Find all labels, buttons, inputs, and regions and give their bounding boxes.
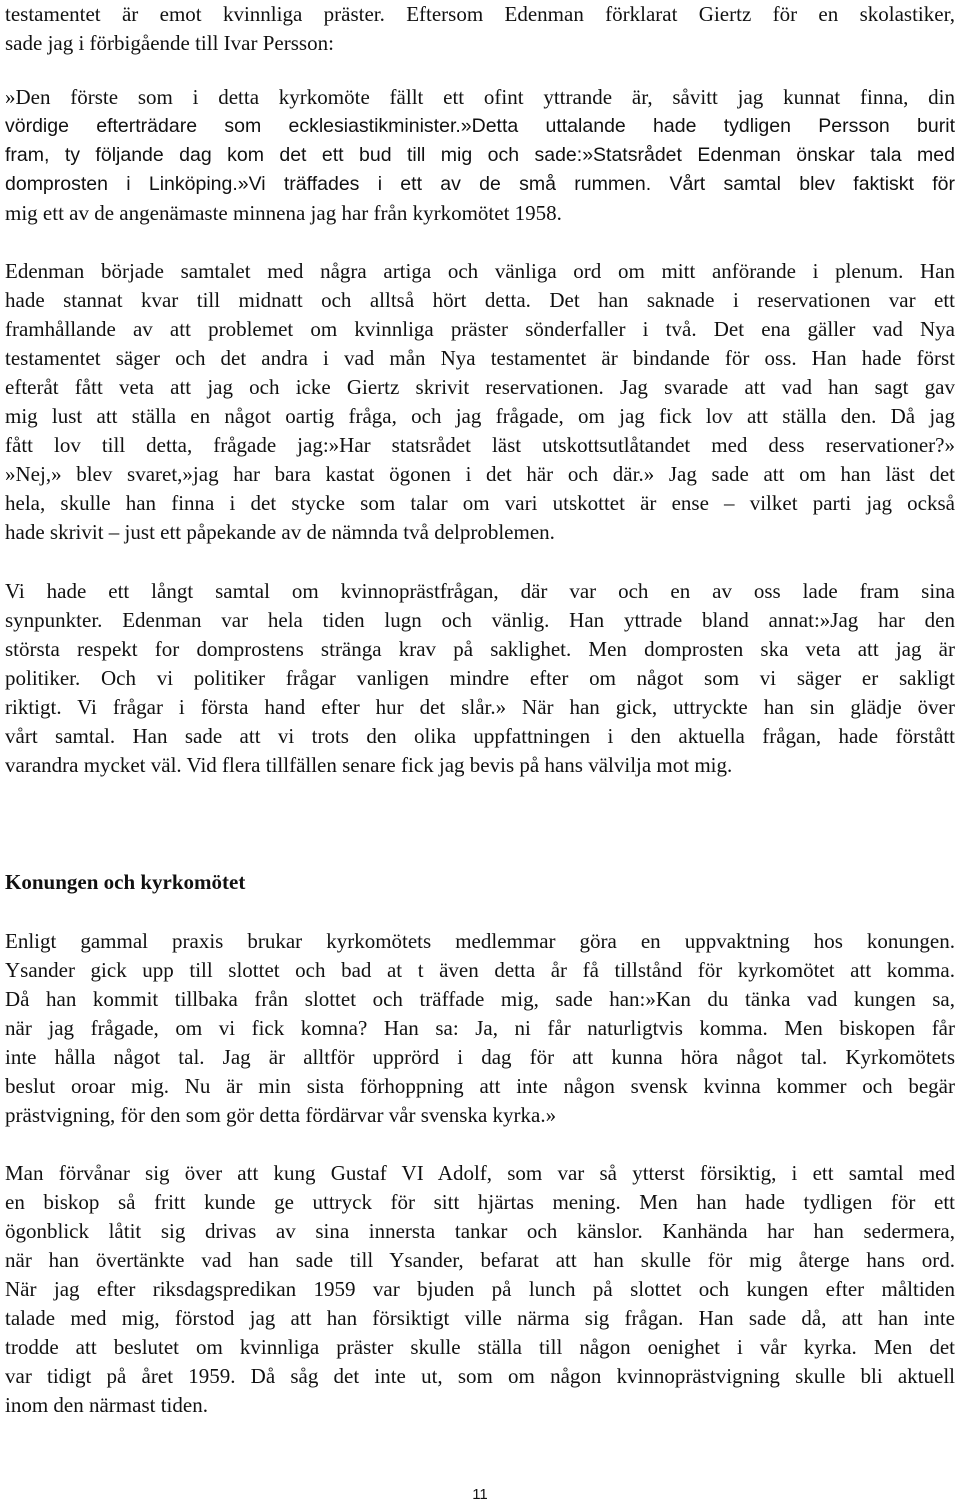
text-line: riktigt. Vi frågar i första hand efter hur det slår.» När han gick, uttryckte han sin glädje över: [5, 695, 955, 719]
paragraph-2: [5, 83, 955, 228]
page-number: 11: [472, 1486, 488, 1503]
text-line: när han övertänkte vad han sade till Ysander, befarat att han skulle för mig återge hans ord.: [5, 1248, 955, 1272]
text-line: hade stannat kvar till midnatt och alltså hört detta. Det han saknade i reservationen var ett: [5, 288, 955, 312]
text-line: testamentet är emot kvinnliga präster. Eftersom Edenman förklarat Giertz för en skolastiker,: [5, 2, 955, 26]
section-heading: Konungen och kyrkomötet: [5, 870, 246, 894]
text-line: Då han kommit tillbaka från slottet och träffade mig, sade han:»Kan du tänka vad kungen sa,: [5, 987, 955, 1011]
text-line: Enligt gammal praxis brukar kyrkomötets medlemmar göra en uppvaktning hos konungen.: [5, 929, 955, 953]
text-line: mig lust att ställa en något oartig fråga, och jag frågade, om jag fick lov att ställa den. Då jag: [5, 404, 955, 428]
text-line: hela, skulle han finna i det stycke som talar om vari utskottet är ense – vilket parti jag också: [5, 491, 955, 515]
text-line: När jag efter riksdagspredikan 1959 var bjuden på lunch på slottet och kungen efter måltiden: [5, 1277, 955, 1301]
text-line: varandra mycket väl. Vid flera tillfällen senare fick jag bevis på hans välvilja mot mig.: [5, 753, 733, 777]
text-line: prästvigning, för den som gör detta fördärvar vår svenska kyrka.»: [5, 1103, 557, 1127]
paragraph-6: [5, 1159, 955, 1420]
text-line: politiker. Och vi politiker frågar vanligen mindre efter om något som vi säger er sakligt: [5, 666, 955, 690]
text-line: Vi hade ett långt samtal om kvinnoprästfrågan, där var och en av oss lade fram sina: [5, 579, 955, 603]
text-line: vårt samtal. Han sade att vi trots den olika uppfattningen i den aktuella frågan, hade förstått: [5, 724, 955, 748]
paragraph-5: [5, 927, 955, 1130]
text-line: största respekt for domprostens stränga krav på saklighet. Men domprosten ska veta att jag är: [5, 637, 955, 661]
text-line: efteråt fått veta att jag och icke Giertz skrivit reservationen. Jag svarade att vad han sagt gav: [5, 375, 955, 399]
text-line: Edenman började samtalet med några artiga och vänliga ord om mitt anförande i plenum. Han: [5, 259, 955, 283]
text-line: synpunkter. Edenman var hela tiden lugn och vänlig. Han yttrade bland annat:»Jag har den: [5, 608, 955, 632]
text-line: testamentet säger och det andra i vad mån Nya testamentet är bindande för oss. Han hade först: [5, 346, 955, 370]
text-line: var tidigt på året 1959. Då såg det inte ut, som om någon kvinnoprästvigning skulle bli aktuell: [5, 1364, 955, 1388]
paragraph-1: [5, 0, 955, 58]
text-line: inom den närmast tiden.: [5, 1393, 208, 1417]
text-line: beslut oroar mig. Nu är min sista förhoppning att inte någon svensk kvinna kommer och begär: [5, 1074, 955, 1098]
text-line: Man förvånar sig över att kung Gustaf VI Adolf, som var så ytterst försiktig, i ett samtal med: [5, 1161, 955, 1185]
text-line: hade skrivit – just ett påpekande av de nämnda två delproblemen.: [5, 520, 555, 544]
text-line: domprosten i Linköping.»Vi träffades i ett av de små rummen. Vårt samtal blev faktiskt för: [5, 173, 955, 195]
paragraph-4: [5, 577, 955, 780]
text-line: inte hålla något tal. Jag är alltför upprörd i dag för att kunna höra något tal. Kyrkomötets: [5, 1045, 955, 1069]
text-line: talade med mig, förstod jag att han försiktigt ville närma sig frågan. Han sade då, att han inte: [5, 1306, 955, 1330]
paragraph-3: [5, 257, 955, 547]
text-line: fram, ty följande dag kom det ett bud till mig och sade:»Statsrådet Edenman önskar tala med: [5, 144, 955, 166]
text-line: när jag frågade, om vi fick komna? Han sa: Ja, ni får naturligtvis komma. Men biskopen får: [5, 1016, 955, 1040]
text-line: trodde att beslutet om kvinnliga präster skulle ställa till någon oenighet i vår kyrka. Men det: [5, 1335, 955, 1359]
text-line: framhållande av att problemet om kvinnliga präster sönderfaller i två. Det ena gäller vad Nya: [5, 317, 955, 341]
text-line: fått lov till detta, frågade jag:»Har statsrådet läst utskottsutlåtandet med dess reservationer?»: [5, 433, 955, 457]
text-line: Ysander gick upp till slottet och bad at t även detta år få tillstånd för kyrkomötet att komma.: [5, 958, 955, 982]
text-line: sade jag i förbigående till Ivar Persson:: [5, 31, 334, 55]
text-line: ögonblick låtit sig drivas av sina innersta tankar och känslor. Kanhända har han sedermera,: [5, 1219, 955, 1243]
text-line: vördige efterträdare som ecklesiastikminister.»Detta uttalande hade tydligen Persson burit: [5, 115, 955, 137]
text-line: mig ett av de angenämaste minnena jag har från kyrkomötet 1958.: [5, 201, 562, 225]
text-line: »Nej,» blev svaret,»jag har bara kastat ögonen i det här och där.» Jag sade att om han läst det: [5, 462, 955, 486]
text-line: »Den förste som i detta kyrkomöte fällt ett ofint yttrande är, såvitt jag kunnat finna, din: [5, 85, 955, 109]
text-line: en biskop så fritt kunde ge uttryck för sitt hjärtas mening. Men han hade tydligen för ett: [5, 1190, 955, 1214]
